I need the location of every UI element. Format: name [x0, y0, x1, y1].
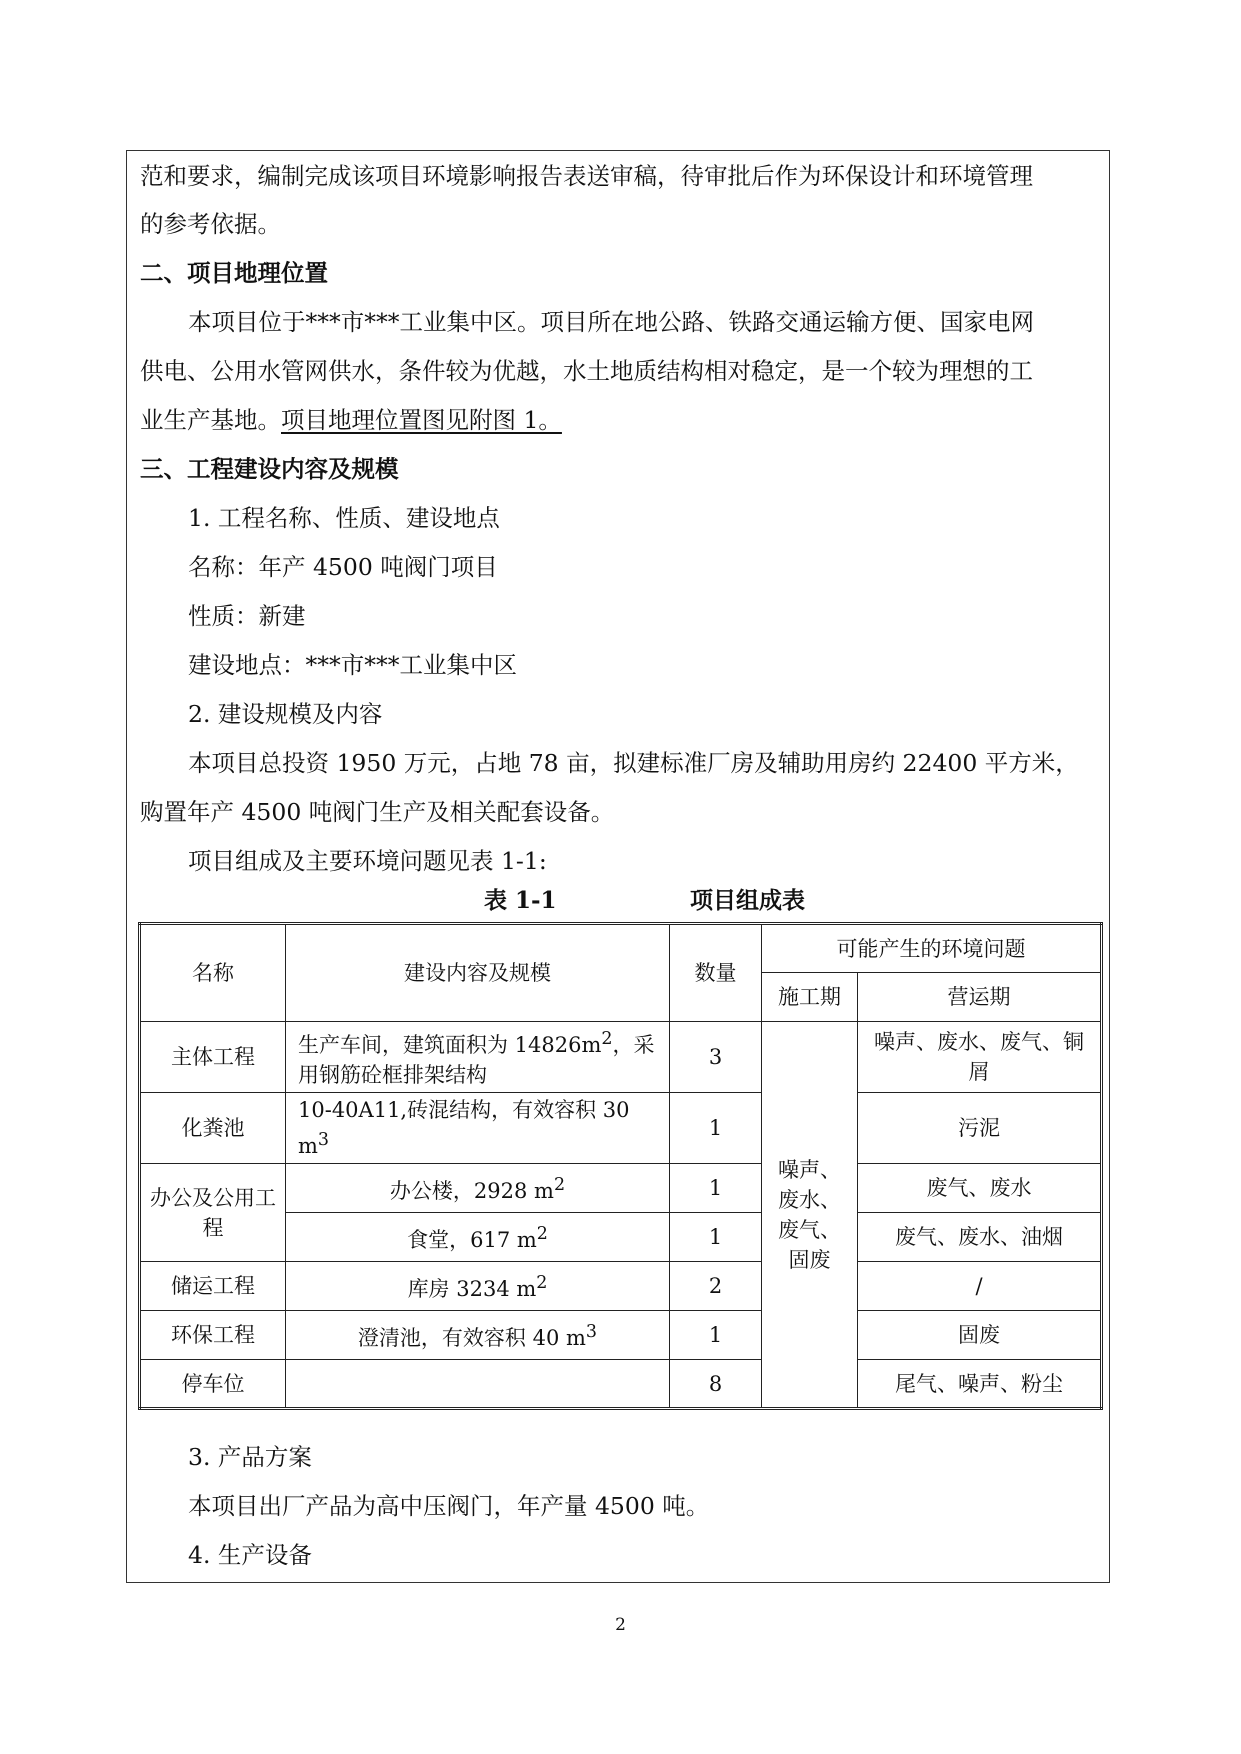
row-content: 生产车间，建筑面积为 $14826m^2$，采用钢筋砼框排架结构 [286, 1022, 670, 1093]
row-content: 办公楼，2928 $m^2$ [286, 1164, 670, 1213]
header-name: 名称 [140, 924, 286, 1022]
page-number: 2 [615, 1615, 626, 1635]
table-row [140, 1262, 1102, 1311]
subsection-2-title: 2. 建设规模及内容 [188, 700, 383, 728]
header-env-issues: 可能产生的环境问题 [762, 924, 1102, 973]
project-composition-table [138, 922, 1103, 1410]
table-row [140, 1093, 1102, 1164]
row-quantity: 1 [670, 1311, 762, 1360]
row-name: 化粪池 [140, 1093, 286, 1164]
row-name: 储运工程 [140, 1262, 286, 1311]
row-quantity: 2 [670, 1262, 762, 1311]
row-operation: 污泥 [858, 1093, 1102, 1164]
row-quantity: 3 [670, 1022, 762, 1093]
section-2-heading: 二、项目地理位置 [140, 259, 328, 287]
header-content: 建设内容及规模 [286, 924, 670, 1022]
row-name: 办公及公用工程 [140, 1164, 286, 1262]
table-caption-number: 表 1-1 [484, 887, 557, 914]
intro-line-2: 的参考依据。 [140, 210, 281, 238]
table-row [140, 1164, 1102, 1213]
project-name-line: 名称：年产 4500 吨阀门项目 [188, 553, 498, 581]
row-quantity: 8 [670, 1360, 762, 1409]
scale-line-2: 购置年产 4500 吨阀门生产及相关配套设备。 [140, 798, 615, 826]
row-quantity: 1 [670, 1164, 762, 1213]
row-content [286, 1360, 670, 1409]
header-construction: 施工期 [762, 973, 858, 1022]
intro-line-1: 范和要求，编制完成该项目环境影响报告表送审稿，待审批后作为环保设计和环境管理 [140, 162, 1033, 190]
subsection-1-title: 1. 工程名称、性质、建设地点 [188, 504, 500, 532]
construction-issues: 噪声、 废水、 废气、 固废 [762, 1022, 858, 1409]
row-operation: 废气、废水 [858, 1164, 1102, 1213]
row-quantity: 1 [670, 1213, 762, 1262]
subsection-4-title: 4. 生产设备 [188, 1541, 312, 1569]
location-map-reference: 项目地理位置图见附图 1。 [281, 406, 562, 434]
subsection-3-title: 3. 产品方案 [188, 1443, 312, 1471]
row-operation: 固废 [858, 1311, 1102, 1360]
header-operation: 营运期 [858, 973, 1102, 1022]
section-3-heading: 三、工程建设内容及规模 [140, 455, 399, 483]
row-name: 主体工程 [140, 1022, 286, 1093]
section-2-line-3 [140, 404, 562, 436]
row-name: 环保工程 [140, 1311, 286, 1360]
row-content: 库房 3234 $m^2$ [286, 1262, 670, 1311]
section-2-line-3-text: 业生产基地。 [140, 406, 281, 434]
section-2-line-1: 本项目位于***市***工业集中区。项目所在地公路、铁路交通运输方便、国家电网 [188, 308, 1034, 336]
row-operation: / [858, 1262, 1102, 1311]
row-quantity: 1 [670, 1093, 762, 1164]
table-row [140, 1311, 1102, 1360]
table-caption-title: 项目组成表 [690, 887, 805, 914]
table-reference-line: 项目组成及主要环境问题见表 1-1: [188, 847, 547, 875]
row-operation: 尾气、噪声、粉尘 [858, 1360, 1102, 1409]
product-line: 本项目出厂产品为高中压阀门，年产量 4500 吨。 [188, 1492, 710, 1520]
row-operation: 噪声、废水、废气、铜屑 [858, 1022, 1102, 1093]
row-content: 食堂，617 $m^2$ [286, 1213, 670, 1262]
row-name: 停车位 [140, 1360, 286, 1409]
table-row [140, 1022, 1102, 1093]
row-content: 10-40A11,砖混结构，有效容积 30 $m^3$ [286, 1093, 670, 1164]
section-2-line-2: 供电、公用水管网供水，条件较为优越，水土地质结构相对稳定，是一个较为理想的工 [140, 357, 1033, 385]
table-row [140, 1360, 1102, 1409]
row-content: 澄清池，有效容积 40 $m^3$ [286, 1311, 670, 1360]
header-quantity: 数量 [670, 924, 762, 1022]
project-nature-line: 性质：新建 [188, 602, 306, 630]
project-location-line: 建设地点：***市***工业集中区 [188, 651, 517, 679]
row-operation: 废气、废水、油烟 [858, 1213, 1102, 1262]
scale-line-1: 本项目总投资 1950 万元，占地 78 亩，拟建标准厂房及辅助用房约 22400 平方米， [188, 749, 1079, 777]
